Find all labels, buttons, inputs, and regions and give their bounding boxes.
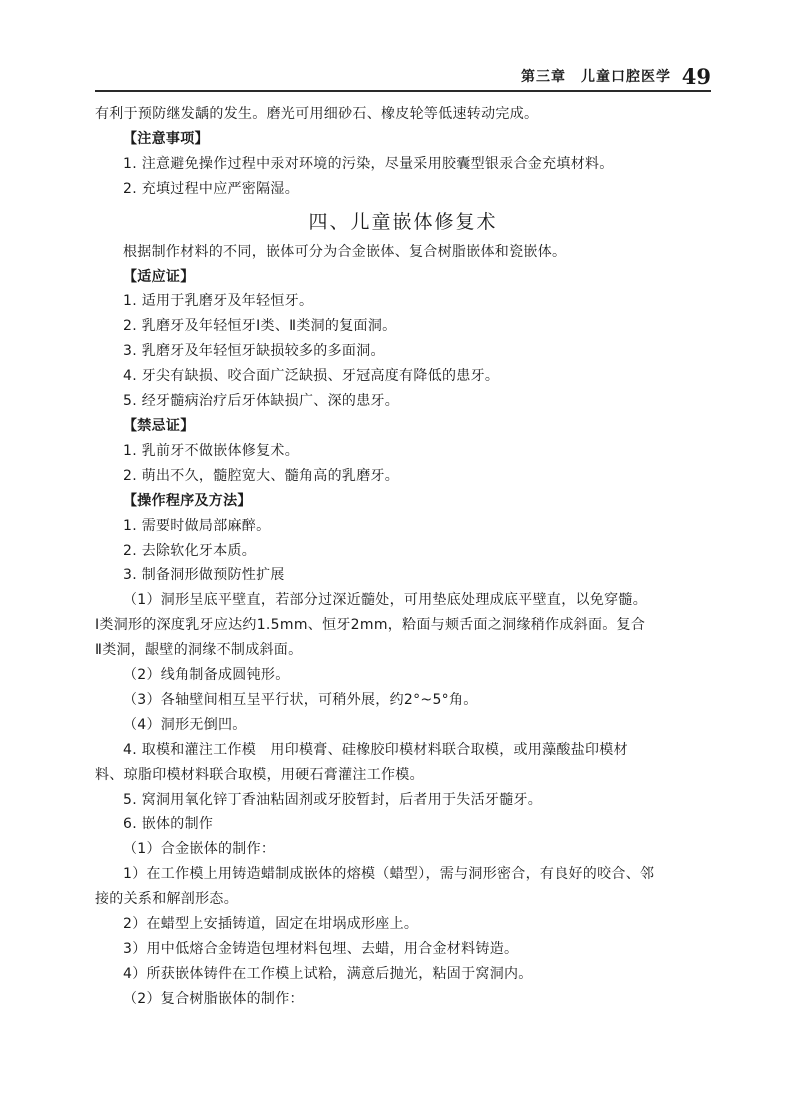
paragraph: （1）洞形呈底平壁直，若部分过深近髓处，可用垫底处理成底平壁直，以免穿髓。 xyxy=(123,592,648,609)
list-item: （3）各轴壁间相互呈平行状，可稍外展，约2°~5°角。 xyxy=(123,691,478,708)
list-item: 4. 牙尖有缺损、咬合面广泛缺损、牙冠高度有降低的患牙。 xyxy=(123,368,500,385)
list-item: 6. 嵌体的制作 xyxy=(123,816,214,833)
procedure-heading: 【操作程序及方法】 xyxy=(123,492,252,509)
paragraph: 有利于预防继发龋的发生。磨光可用细砂石、橡皮轮等低速转动完成。 xyxy=(95,106,539,122)
chapter-title: 第三章 儿童口腔医学 xyxy=(521,69,671,85)
paragraph-continuation: Ⅰ类洞形的深度乳牙应达约1.5mm、恒牙2mm，粭面与颊舌面之洞缘稍作成斜面。复合 xyxy=(95,617,646,634)
list-item: 2）在蜡型上安插铸道，固定在坩埚成形座上。 xyxy=(123,916,419,933)
page-body xyxy=(95,102,711,1012)
indications-heading: 【适应证】 xyxy=(123,268,195,285)
list-item: 1）在工作模上用铸造蜡制成嵌体的熔模（蜡型），需与洞形密合，有良好的咬合、邻 xyxy=(123,866,655,883)
section-title: 四、儿童嵌体修复术 xyxy=(308,210,498,233)
list-item: 4）所获嵌体铸件在工作模上试粭，满意后抛光，粘固于窝洞内。 xyxy=(123,965,533,982)
list-item: （4）洞形无倒凹。 xyxy=(123,716,247,733)
list-item: 2. 萌出不久，髓腔宽大、髓角高的乳磨牙。 xyxy=(123,467,400,484)
list-item: （1）合金嵌体的制作： xyxy=(123,841,276,858)
list-item: 2. 充填过程中应严密隔湿。 xyxy=(123,180,300,197)
list-item: 3）用中低熔合金铸造包埋材料包埋、去蜡，用合金材料铸造。 xyxy=(123,941,519,957)
list-item: （2）复合树脂嵌体的制作： xyxy=(123,990,304,1007)
list-item: 1. 适用于乳磨牙及年轻恒牙。 xyxy=(123,293,314,310)
contraindications-heading: 【禁忌证】 xyxy=(123,417,195,434)
list-item: 1. 需要时做局部麻醉。 xyxy=(123,517,271,534)
list-item: 1. 乳前牙不做嵌体修复术。 xyxy=(123,442,300,459)
list-item: 3. 乳磨牙及年轻恒牙缺损较多的多面洞。 xyxy=(123,343,385,360)
running-header xyxy=(95,60,711,92)
list-item: 2. 去除软化牙本质。 xyxy=(123,542,257,559)
paragraph-continuation: 料、琼脂印模材料联合取模，用硬石膏灌注工作模。 xyxy=(95,766,424,783)
list-item: 5. 窝洞用氧化锌丁香油粘固剂或牙胶暂封，后者用于失活牙髓牙。 xyxy=(123,791,543,808)
list-item: （2）线角制备成圆钝形。 xyxy=(123,667,290,684)
notes-heading: 【注意事项】 xyxy=(123,130,209,147)
page-number: 49 xyxy=(681,64,711,89)
list-item: 1. 注意避免操作过程中汞对环境的污染，尽量采用胶囊型银汞合金充填材料。 xyxy=(123,155,614,172)
paragraph-continuation: Ⅱ类洞，龈壁的洞缘不制成斜面。 xyxy=(95,642,303,659)
list-item: 3. 制备洞形做预防性扩展 xyxy=(123,567,285,584)
paragraph: 根据制作材料的不同，嵌体可分为合金嵌体、复合树脂嵌体和瓷嵌体。 xyxy=(123,243,567,260)
list-item: 4. 取模和灌注工作模 用印模膏、硅橡胶印模材料联合取模，或用藻酸盐印模材 xyxy=(123,741,628,758)
list-item: 2. 乳磨牙及年轻恒牙Ⅰ类、Ⅱ类洞的复面洞。 xyxy=(123,318,397,335)
paragraph-continuation: 接的关系和解剖形态。 xyxy=(95,891,238,908)
list-item: 5. 经牙髓病治疗后牙体缺损广、深的患牙。 xyxy=(123,393,400,410)
